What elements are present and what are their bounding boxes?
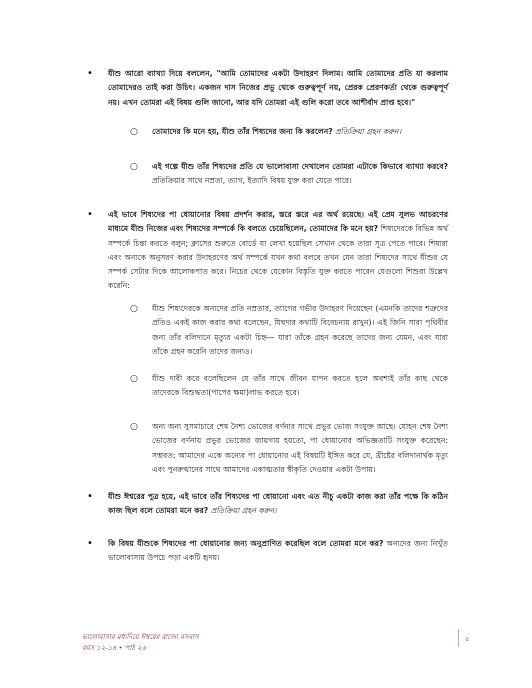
sub-bullet-marker: ○ — [130, 127, 138, 137]
paragraph-lead: এই ভাবে শিষ্যদের পা ধোয়ানোর বিষয় প্রদর্শন করার, স্তরে স্তরে এর অর্থ রয়েছে। এই প্রেম সুলভ আচরণের মাধ্যমে যীশু নিজের এবং শিষ্যদের সম্পর্কে কি বলতে চেয়েছিলেন, তোমাদের কি মনে হয়? — [108, 210, 448, 234]
sub-bullet-marker: ○ — [130, 162, 138, 172]
question-lead: কি বিষয় যীশুকে শিষ্যদের পা ধোয়ানোর জন্য অনুপ্রাণিত করেছিল বলে তোমরা মনে কর? — [108, 539, 384, 548]
bullet-marker: • — [87, 491, 93, 502]
teacher-instruction: প্রতিক্রিয়ার সাথে নম্রতা, ত্যাগ, ইত্যাদি বিষয় যুক্ত করা যেতে পারে। — [152, 176, 352, 186]
elaboration-text: যীশু দাবী করে বলেছিলেন যে তাঁর সাথে জীবন যাপন করতে হলে অবশ্যই তাঁর কাছ থেকে তাদেরকে বিশুদ্ধতা(পাপের ক্ষমা)লাভ করতে হবে। — [152, 374, 448, 398]
elaboration-lords-supper — [152, 420, 448, 477]
footer-divider — [458, 629, 459, 647]
teacher-instruction: অন্যদের জন্য নিখুঁত ভালোবাসায় উপচে পড়া একটি হৃদয়। — [108, 539, 448, 563]
paragraph-lead: যীশু আরো ব্যাখ্যা দিয়ে বললেন, "আমি তোমাদের একটা উদাহরণ দিলাম। আমি তোমাদের প্রতি যা করলাম তোমাদেরও তাই করা উচিৎ। একজন দাস নিজের প্রভু থেকে গুরুত্বপূর্ণ নয়, প্রেরক প্রেরণকর্তা থেকে গুরুত্বপূর্ণ নয়। এখন তোমরা এই বিষয় গুলি জানো, আর যদি তোমরা এই গুলি করো তবে আশীর্বাদ প্রাপ্ত হবে।" — [108, 69, 448, 107]
paragraph-layers-of-meaning — [108, 208, 448, 294]
footer-lesson-info: বয়স ১২-১৪ • পাঠ ২৬ — [82, 644, 146, 652]
footer-course-title: ভালোবাসার মধ্যদিয়ে ঈশ্বরের রাজ্যে বসবাস — [82, 633, 199, 641]
sub-bullet-marker: ○ — [130, 374, 138, 384]
bullet-marker: • — [87, 209, 93, 220]
bullet-marker: • — [87, 68, 93, 79]
elaboration-text: যীশু শিষ্যদেরকে অন্যদের প্রতি নম্রতার, ত্যাগের গভীর উদাহরণ দিয়েছেন (এমনকি তাদের শত্রুদের প্রতিও একই কাজ করার কথা বলেছেন, যিহুদার কথাটি বিবেচনায় রাখুন)। এই জিনি সারা পৃথিবীর জন্য তাঁর বলিদানে মৃত্যুর একটা চিহ্ন— যারা তাঁকে গ্রহন করেছে তাদের জন্য যেমন, এবং যারা তাঁকে গ্রহন করেনি তাদের জন্যও। — [152, 304, 448, 356]
question-what-did-jesus-do — [152, 125, 448, 139]
teacher-instruction: প্রতিক্রিয়া গ্রহন করুন। — [332, 127, 402, 136]
paragraph-jesus-explains — [108, 67, 448, 110]
teacher-instruction: প্রতিক্রিয়া গ্রহন করুন। — [208, 506, 277, 516]
question-lead: এই গল্পে যীশু তাঁর শিষ্যদের প্রতি যে ভালোবাসা দেখালেন তোমরা এটাকে কিভাবে ব্যাখ্যা করবে? — [152, 162, 448, 171]
elaboration-text: অন্য অন্য সুসমাচারে শেষ নৈশ্য ভোজের বর্ণনার সাথে প্রভুর ভোজ সংযুক্ত আছে। যোহন শেষ নৈশ্য ভোজের বর্ণনায় প্রভুর ভোজের জায়গায় হয়তো, পা ধোয়ানোর অভিজ্ঞতাটি সংযুক্ত করেছেন: সম্ভবত: আমাদের একে অন্যের পা ধোয়ানোর এই বিষয়টি ইঙ্গিত করে যে, খ্রীষ্টের বলিদানার্থক মৃত্যু এবং পুনরুত্থানের সাথে আমাদের একাত্মতার স্বীকৃতি দেওয়ার একটা উপায়। — [152, 422, 448, 474]
elaboration-purity — [152, 372, 448, 401]
page-footer — [82, 632, 199, 654]
question-explain-love — [152, 160, 448, 189]
page-number: ৫ — [465, 635, 470, 643]
question-what-inspired — [108, 537, 448, 566]
teacher-instruction: শিষ্যদেরকে বিভিন্ন অর্থ সম্পর্কে চিন্তা করতে বলুন; ক্লাসের শুরুতে বোর্ডে যা লেখা হয়েছিল সেখান থেকে তারা সূত্র পেতে পারে। শিষ্যরা এবং অন্যকে অনুসরণ করার উদাহরণের অর্থ সম্পর্কে যখন কথা বলবে তখন যেন তারা শিষ্যদের সাথে যীশুর যে সম্পর্ক সেটার দিকে আলোকপাত করে। নিচের থেকে যেকোন বিস্তৃতি যুক্ত করতে পারেন যেগুলো শিশুরা উল্লেখ করেনি: — [108, 224, 448, 291]
bullet-marker: • — [87, 538, 93, 549]
question-lead: তোমাদের কি মনে হয়, যীশু তাঁর শিষ্যদের জন্য কি করলেন? — [152, 127, 333, 136]
question-lead: যীশু ঈশ্বরের পুত্র হয়ে, এই ভাবে তাঁর শিষ্যদের পা ধোয়ানো এবং এত নীচু একটা কাজ করা তাঁর পক্ষে কি কঠিন কাজ ছিল বলে তোমরা মনে কর? — [108, 492, 448, 516]
sub-bullet-marker: ○ — [130, 304, 138, 314]
question-was-it-hard — [108, 490, 448, 519]
sub-bullet-marker: ○ — [130, 422, 138, 432]
elaboration-humility — [152, 302, 448, 359]
